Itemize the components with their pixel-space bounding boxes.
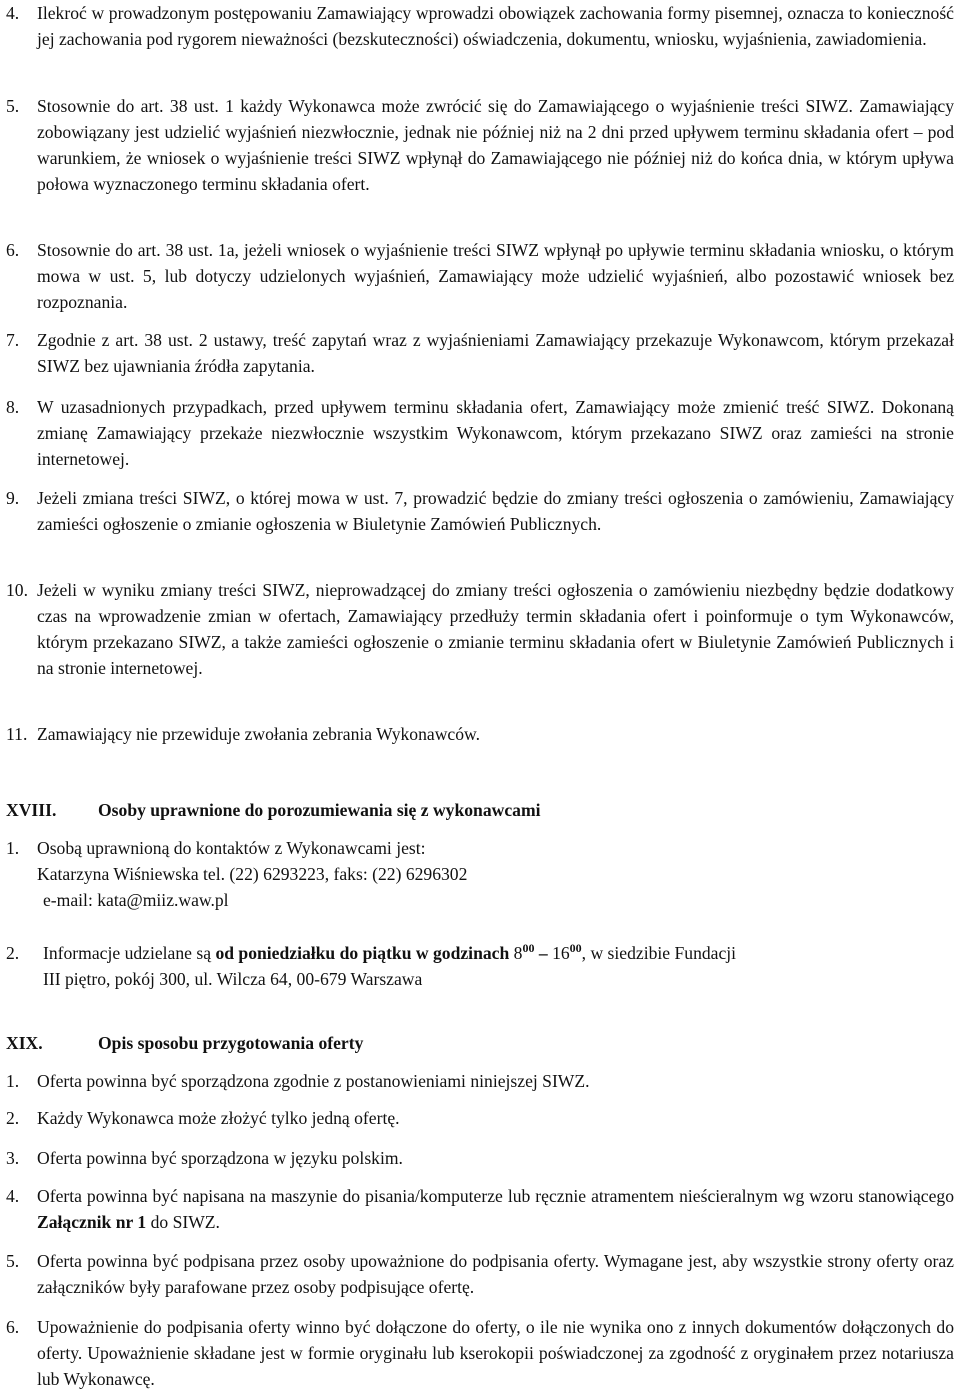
list-item bbox=[6, 1068, 954, 1094]
hours-end-sup: 00 bbox=[569, 941, 582, 955]
list-item bbox=[6, 0, 954, 52]
list-item bbox=[6, 1183, 954, 1235]
item-text: W uzasadnionych przypadkach, przed upływem terminu składania ofert, Zamawiający może zmienić treść SIWZ. Dokonaną zmianę Zamawiający przekaże niezwłocznie wszystkim Wykonawcom, którym przekazano SIWZ oraz zamieści na stronie internetowej. bbox=[37, 397, 954, 469]
attachment-ref: Załącznik nr 1 bbox=[37, 1212, 147, 1232]
item-number: 6. bbox=[6, 1317, 20, 1337]
list-item bbox=[6, 577, 954, 681]
hours-bold: od poniedziałku do piątku w godzinach bbox=[215, 943, 510, 963]
item-text: Upoważnienie do podpisania oferty winno być dołączone do oferty, o ile nie wynika ono z innych dokumentów dołączonych do oferty. Upoważnienie składane jest w formie oryginału lub kserokopii poświadczonej za zgodność z oryginałem przez notariusza lub Wykonawcę. bbox=[37, 1317, 954, 1389]
list-item bbox=[6, 93, 954, 197]
section-number: XIX. bbox=[6, 1033, 43, 1053]
list-item bbox=[6, 394, 954, 472]
hours-post: , w siedzibie Fundacji bbox=[581, 943, 737, 963]
item-text: Oferta powinna być sporządzona w języku polskim. bbox=[37, 1148, 403, 1168]
contact-intro: Osobą uprawnioną do kontaktów z Wykonawcami jest: bbox=[37, 838, 426, 858]
item-text: Zamawiający nie przewiduje zwołania zebrania Wykonawców. bbox=[37, 724, 480, 744]
hours-end: 16 bbox=[552, 943, 570, 963]
item-number: 4. bbox=[6, 1186, 20, 1206]
item-number: 9. bbox=[6, 488, 20, 508]
section-number: XVIII. bbox=[6, 800, 57, 820]
hours-dash: – bbox=[538, 943, 548, 963]
item-number: 8. bbox=[6, 397, 20, 417]
item-number: 1. bbox=[6, 838, 20, 858]
item-text: Oferta powinna być sporządzona zgodnie z postanowieniami niniejszej SIWZ. bbox=[37, 1071, 590, 1091]
item-number: 4. bbox=[6, 3, 20, 23]
list-item bbox=[6, 237, 954, 315]
hours-start: 8 bbox=[513, 943, 523, 963]
item-text: Każdy Wykonawca może złożyć tylko jedną ofertę. bbox=[37, 1108, 400, 1128]
hours-pre: Informacje udzielane są bbox=[43, 943, 216, 963]
section-title: Osoby uprawnione do porozumiewania się z wykonawcami bbox=[98, 800, 541, 820]
item-number: 2. bbox=[6, 1108, 20, 1128]
contact-person: Katarzyna Wiśniewska tel. (22) 6293223, faks: (22) 6296302 bbox=[37, 864, 468, 884]
item-number: 2. bbox=[6, 943, 20, 963]
list-item bbox=[6, 835, 954, 913]
list-item bbox=[6, 1105, 954, 1131]
item-text: Jeżeli w wyniku zmiany treści SIWZ, nieprowadzącej do zmiany treści ogłoszenia o zamówieniu niezbędny będzie dodatkowy czas na wprowadzenie zmian w ofertach, Zamawiający przedłuży termin składania ofert i poinformuje o tym Wykonawców, którym przekazano SIWZ, a także zamieści ogłoszenie o zmianie terminu składania ofert w Biuletynie Zamówień Publicznych i na stronie internetowej. bbox=[37, 580, 954, 678]
list-item bbox=[6, 327, 954, 379]
item-number: 5. bbox=[6, 96, 20, 116]
item-text: Jeżeli zmiana treści SIWZ, o której mowa w ust. 7, prowadzić będzie do zmiany treści ogłoszenia o zamówieniu, Zamawiający zamieści ogłoszenie o zmianie ogłoszenia w Biuletynie Zamówień Publicznych. bbox=[37, 488, 954, 534]
item-text: Oferta powinna być podpisana przez osoby upoważnione do podpisania oferty. Wymagane jest, aby wszystkie strony oferty oraz załączników były parafowane przez osoby podpisujące ofertę. bbox=[37, 1251, 954, 1297]
item-text: Ilekroć w prowadzonym postępowaniu Zamawiający wprowadzi obowiązek zachowania formy pisemnej, oznacza to konieczność jej zachowania pod rygorem nieważności (bezskuteczności) oświadczenia, dokumentu, wniosku, wyjaśnienia, zawiadomienia. bbox=[37, 3, 954, 49]
list-item bbox=[6, 940, 954, 992]
item-number: 3. bbox=[6, 1148, 20, 1168]
list-item bbox=[6, 721, 954, 747]
hours-start-sup: 00 bbox=[522, 941, 535, 955]
item-text: Stosownie do art. 38 ust. 1a, jeżeli wniosek o wyjaśnienie treści SIWZ wpłynął po upływie terminu składania wniosku, o którym mowa w ust. 5, lub dotyczy udzielonych wyjaśnień, Zamawiający może udzielić wyjaśnień, albo pozostawić wniosek bez rozpoznania. bbox=[37, 240, 954, 312]
section-title: Opis sposobu przygotowania oferty bbox=[98, 1033, 364, 1053]
list-item bbox=[6, 1145, 954, 1171]
item-text: Stosownie do art. 38 ust. 1 każdy Wykonawca może zwrócić się do Zamawiającego o wyjaśnienie treści SIWZ. Zamawiający zobowiązany jest udzielić wyjaśnień niezwłocznie, jednak nie później niż na 2 dni przed upływem terminu składania ofert – pod warunkiem, że wniosek o wyjaśnienie treści SIWZ wpłynął do Zamawiającego nie później niż do końca dnia, w którym upływa połowa wyznaczonego terminu składania ofert. bbox=[37, 96, 954, 194]
item-text-post: do SIWZ. bbox=[146, 1212, 220, 1232]
item-number: 6. bbox=[6, 240, 20, 260]
item-number: 1. bbox=[6, 1071, 20, 1091]
office-address: III piętro, pokój 300, ul. Wilcza 64, 00-679 Warszawa bbox=[43, 969, 423, 989]
item-number: 5. bbox=[6, 1251, 20, 1271]
item-number: 7. bbox=[6, 330, 20, 350]
item-text-pre: Oferta powinna być napisana na maszynie do pisania/komputerze lub ręcznie atramentem nieścieralnym wg wzoru stanowiącego bbox=[37, 1186, 954, 1206]
item-number: 11. bbox=[6, 724, 28, 744]
item-number: 10. bbox=[6, 580, 28, 600]
list-item bbox=[6, 1248, 954, 1300]
list-item bbox=[6, 485, 954, 537]
contact-email: e-mail: kata@miiz.waw.pl bbox=[43, 890, 229, 910]
list-item bbox=[6, 1314, 954, 1392]
item-text: Zgodnie z art. 38 ust. 2 ustawy, treść zapytań wraz z wyjaśnieniami Zamawiający przekazuje Wykonawcom, którym przekazał SIWZ bez ujawniania źródła zapytania. bbox=[37, 330, 954, 376]
